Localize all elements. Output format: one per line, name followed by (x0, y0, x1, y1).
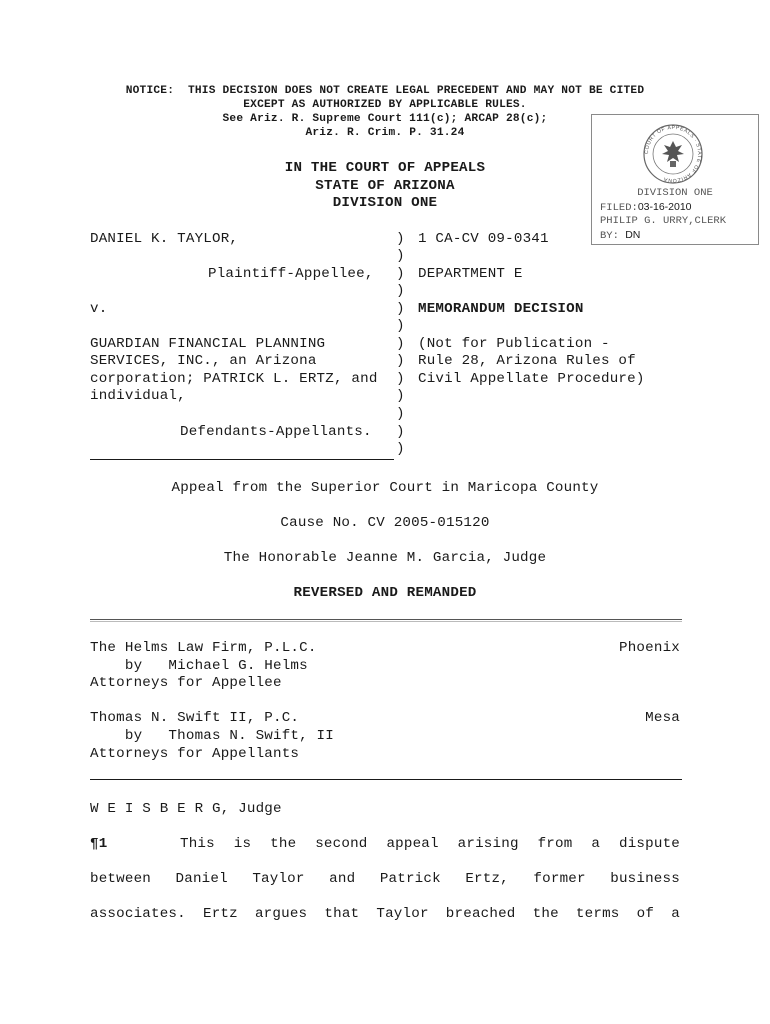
opinion-word: is (233, 836, 252, 852)
decision-type: MEMORANDUM DECISION (418, 301, 584, 317)
caption-paren: ) (396, 248, 405, 264)
plaintiff-role: Plaintiff-Appellee, (208, 266, 374, 282)
caption-paren: ) (396, 336, 405, 352)
court-seal-icon (642, 123, 704, 185)
opinion-word: This (180, 836, 215, 852)
counsel-1-by: by Michael G. Helms (90, 658, 308, 674)
opinion-word: Patrick (379, 871, 441, 887)
appeal-from: Appeal from the Superior Court in Maricopa County (171, 480, 599, 496)
case-number: 1 CA-CV 09-0341 (418, 231, 549, 247)
defendant-line-4: individual, (90, 388, 186, 404)
court-title: IN THE COURT OF APPEALS (284, 160, 486, 176)
trial-judge: The Honorable Jeanne M. Garcia, Judge (223, 550, 547, 566)
caption-paren: ) (396, 371, 405, 387)
opinion-word: from (537, 836, 573, 852)
counsel-2-by: by Thomas N. Swift, II (90, 728, 334, 744)
stamp-filed-value: 03-16-2010 (637, 201, 692, 213)
opinion-word: the (532, 906, 559, 922)
opinion-word: Ertz, (465, 871, 509, 887)
opinion-word: second (315, 836, 368, 852)
caption-paren: ) (396, 318, 405, 334)
publication-note-1: (Not for Publication - (418, 336, 610, 352)
versus: v. (90, 301, 108, 317)
opinion-word: appeal (386, 836, 439, 852)
opinion-line-1 (180, 836, 680, 852)
stamp-filed-label: FILED: (600, 202, 638, 214)
department: DEPARTMENT E (418, 266, 523, 282)
opinion-author: W E I S B E R G, Judge (90, 801, 282, 817)
stamp-by-value: DN (625, 229, 641, 241)
disposition: REVERSED AND REMANDED (293, 585, 477, 601)
stamp-clerk: PHILIP G. URRY,CLERK (600, 215, 727, 227)
counsel-1-firm: The Helms Law Firm, P.L.C. (90, 640, 317, 656)
opinion-word: associates. (90, 906, 186, 922)
opinion-word: former (533, 871, 586, 887)
opinion-line-2 (90, 871, 680, 887)
paragraph-mark: ¶1 (90, 836, 108, 852)
opinion-word: arising (457, 836, 519, 852)
defendant-role: Defendants-Appellants. (180, 424, 372, 440)
defendant-line-3: corporation; PATRICK L. ERTZ, and (90, 371, 378, 387)
opinion-word: the (270, 836, 297, 852)
stamp-division: DIVISION ONE (637, 187, 713, 199)
opinion-word: of (636, 906, 655, 922)
caption-paren: ) (396, 406, 405, 422)
publication-note-2: Rule 28, Arizona Rules of (418, 353, 636, 369)
notice-line-4: Ariz. R. Crim. P. 31.24 (305, 127, 465, 139)
defendant-line-1: GUARDIAN FINANCIAL PLANNING (90, 336, 326, 352)
counsel-2-firm: Thomas N. Swift II, P.C. (90, 710, 300, 726)
opinion-word: breached (445, 906, 516, 922)
opinion-word: business (610, 871, 680, 887)
stamp-by-label: BY: (600, 230, 619, 242)
publication-note-3: Civil Appellate Procedure) (418, 371, 645, 387)
filing-stamp (591, 114, 759, 245)
opinion-word: a (671, 906, 680, 922)
opinion-word: Taylor (376, 906, 429, 922)
opinion-word: and (329, 871, 356, 887)
opinion-word: between (90, 871, 151, 887)
caption-paren: ) (396, 301, 405, 317)
opinion-word: Taylor (252, 871, 305, 887)
opinion-word: that (324, 906, 360, 922)
caption-underline (90, 459, 394, 460)
opinion-word: terms (575, 906, 620, 922)
section-divider-bottom (90, 779, 682, 780)
notice-line-3: See Ariz. R. Supreme Court 111(c); ARCAP 28(c); (222, 113, 548, 125)
notice-line-2: EXCEPT AS AUTHORIZED BY APPLICABLE RULES. (243, 99, 527, 111)
court-division: DIVISION ONE (332, 195, 438, 211)
court-state: STATE OF ARIZONA (315, 178, 455, 194)
caption-paren: ) (396, 424, 405, 440)
counsel-1-role: Attorneys for Appellee (90, 675, 282, 691)
seal-text: COURT OF APPEALS · STATE OF ARIZONA (643, 124, 703, 184)
opinion-word: Ertz (202, 906, 238, 922)
opinion-word: a (591, 836, 601, 852)
opinion-word: dispute (619, 836, 680, 852)
opinion-word: Daniel (175, 871, 228, 887)
notice-line-1: NOTICE: THIS DECISION DOES NOT CREATE LEGAL PRECEDENT AND MAY NOT BE CITED (125, 85, 645, 97)
caption-paren: ) (396, 441, 405, 457)
counsel-2-role: Attorneys for Appellants (90, 746, 300, 762)
stamp-filed (600, 201, 692, 214)
caption-paren: ) (396, 266, 405, 282)
caption-paren: ) (396, 388, 405, 404)
stamp-by (600, 229, 640, 242)
defendant-line-2: SERVICES, INC., an Arizona (90, 353, 317, 369)
cause-number: Cause No. CV 2005-015120 (280, 515, 490, 531)
caption-paren: ) (396, 353, 405, 369)
caption-paren: ) (396, 283, 405, 299)
section-divider-top (90, 619, 682, 620)
counsel-2-city: Mesa (645, 710, 680, 726)
plaintiff-name: DANIEL K. TAYLOR, (90, 231, 239, 247)
caption-paren: ) (396, 231, 405, 247)
opinion-line-3 (90, 906, 680, 922)
opinion-word: argues (254, 906, 308, 922)
counsel-1-city: Phoenix (619, 640, 680, 656)
